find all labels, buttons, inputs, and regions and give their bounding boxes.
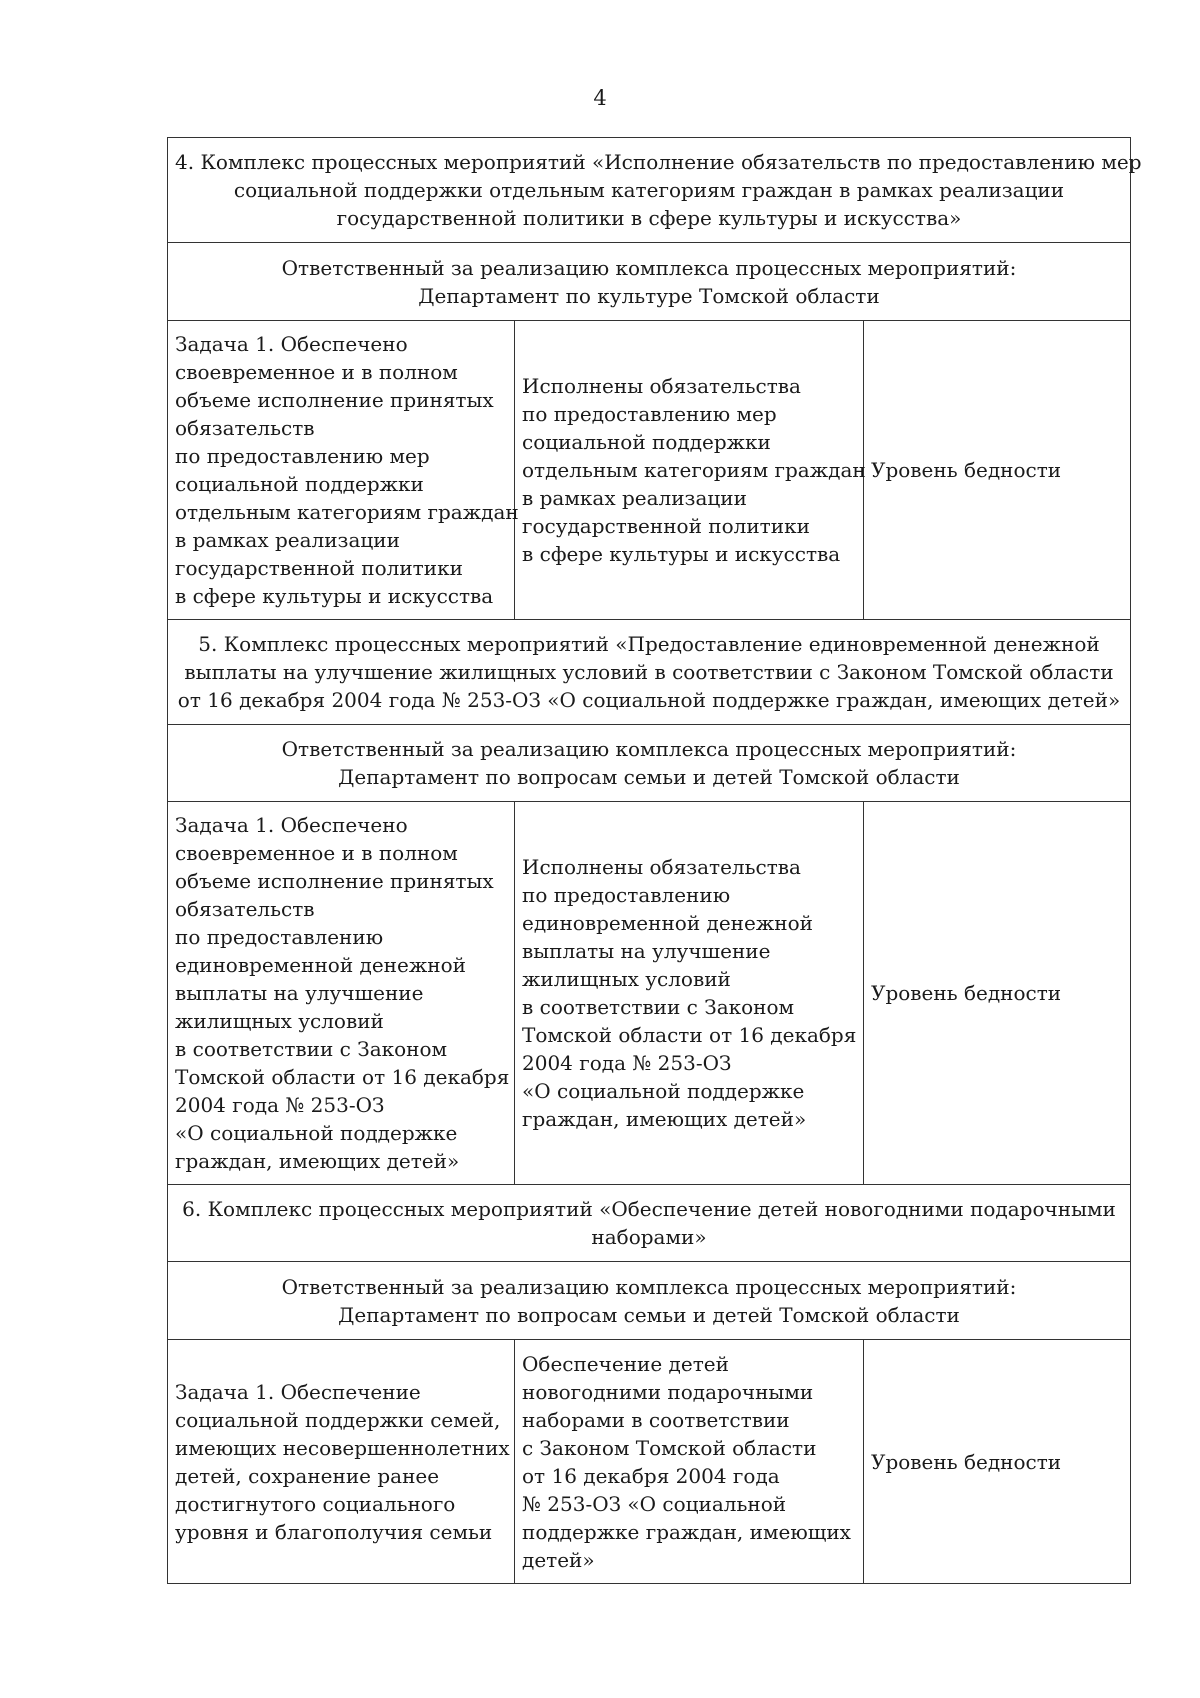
task-cell: Задача 1. Обеспечено своевременное и в полном объеме исполнение принятых обязательств по предоставлению единовременной денежной выплаты на улучшение жилищных условий в соответствии с Законом Томской области от 16 декабря 2004 года № 253-ОЗ «О социальной поддержке граждан, имеющих детей» [168, 802, 515, 1185]
section-5-task-row [168, 802, 1131, 1185]
section-6-responsible-row [168, 1262, 1131, 1340]
section-6-task-row [168, 1340, 1131, 1584]
section-4-title-row [168, 138, 1131, 243]
section-title: 4. Комплекс процессных мероприятий «Исполнение обязательств по предоставлению мер социальной поддержки отдельным категориям граждан в рамках реализации государственной политики в сфере культуры и искусства» [168, 138, 1131, 243]
section-title: 5. Комплекс процессных мероприятий «Предоставление единовременной денежной выплаты на улучшение жилищных условий в соответствии с Законом Томской области от 16 декабря 2004 года № 253-ОЗ «О социальной поддержке граждан, имеющих детей» [168, 620, 1131, 725]
section-4-task-row [168, 321, 1131, 620]
task-cell: Задача 1. Обеспечено своевременное и в полном объеме исполнение принятых обязательств по предоставлению мер социальной поддержки отдельным категориям граждан в рамках реализации государственной политики в сфере культуры и искусства [168, 321, 515, 620]
section-5-title-row [168, 620, 1131, 725]
indicator-cell: Уровень бедности [864, 321, 1131, 620]
section-title: 6. Комплекс процессных мероприятий «Обеспечение детей новогодними подарочными наборами» [168, 1185, 1131, 1262]
indicator-cell: Уровень бедности [864, 802, 1131, 1185]
responsible-department: Ответственный за реализацию комплекса процессных мероприятий: Департамент по вопросам семьи и детей Томской области [168, 1262, 1131, 1340]
responsible-department: Ответственный за реализацию комплекса процессных мероприятий: Департамент по культуре Томской области [168, 243, 1131, 321]
indicator-cell: Уровень бедности [864, 1340, 1131, 1584]
section-5-responsible-row [168, 725, 1131, 802]
result-cell: Исполнены обязательства по предоставлению единовременной денежной выплаты на улучшение жилищных условий в соответствии с Законом Томской области от 16 декабря 2004 года № 253-ОЗ «О социальной поддержке граждан, имеющих детей» [515, 802, 864, 1185]
section-4-responsible-row [168, 243, 1131, 321]
result-cell: Обеспечение детей новогодними подарочными наборами в соответствии с Законом Томской области от 16 декабря 2004 года № 253-ОЗ «О социальной поддержке граждан, имеющих детей» [515, 1340, 864, 1584]
process-measures-table [167, 137, 1142, 1584]
responsible-department: Ответственный за реализацию комплекса процессных мероприятий: Департамент по вопросам семьи и детей Томской области [168, 725, 1131, 802]
task-cell: Задача 1. Обеспечение социальной поддержки семей, имеющих несовершеннолетних детей, сохранение ранее достигнутого социального уровня и благополучия семьи [168, 1340, 515, 1584]
result-cell: Исполнены обязательства по предоставлению мер социальной поддержки отдельным категориям граждан в рамках реализации государственной политики в сфере культуры и искусства [515, 321, 864, 620]
page-number: 4 [593, 86, 607, 110]
section-6-title-row [168, 1185, 1131, 1262]
